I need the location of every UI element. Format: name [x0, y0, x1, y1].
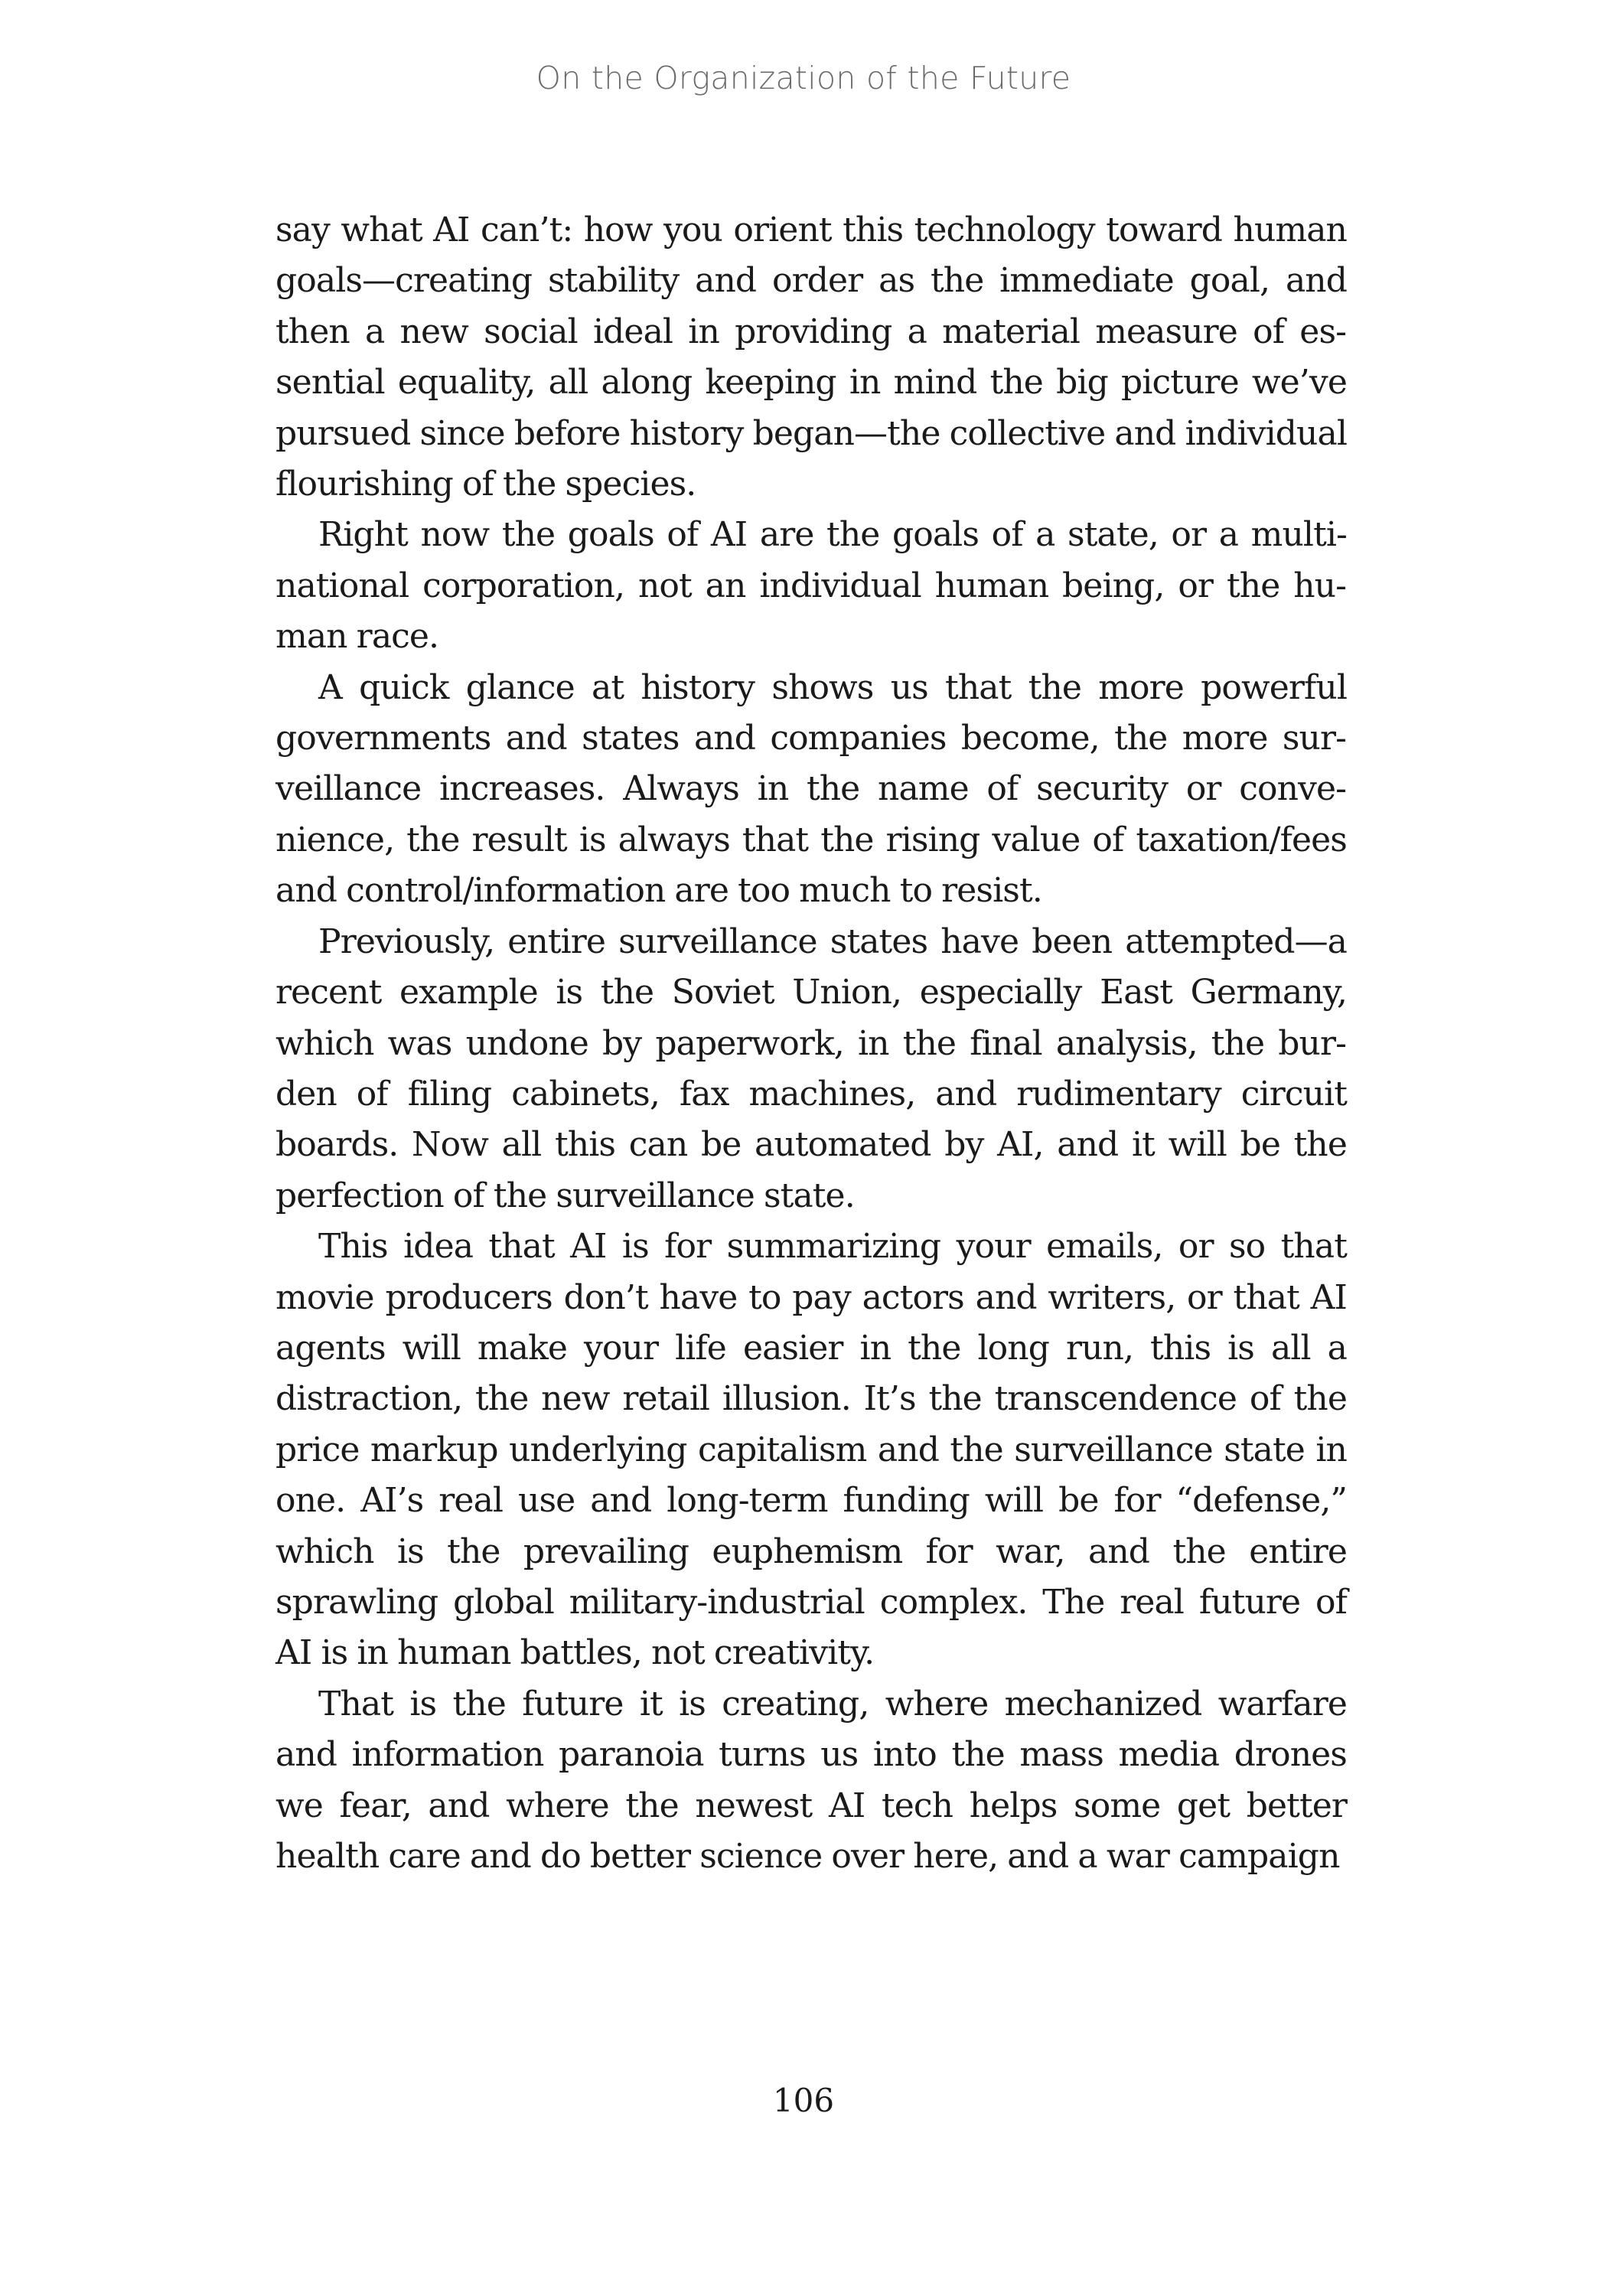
paragraph-4: Previously, entire surveillance states have been attempted—a recent example is the Soviet Union, especially East Germany, which was undone by paperwork, in the final analysis, the burden of filing cabinets, fax machines, and rudimentary circuit boards. Now all this can be automated by AI, and it will be the perfection of the surveillance state.	[275, 921, 1347, 1215]
paragraph-1: say what AI can’t: how you orient this technology toward human goals—creating stability and order as the immediate goal, and then a new social ideal in providing a material measure of essential equality, all along keeping in mind the big picture we’ve pursued since before history began—the collective and individual flourishing of the species.	[275, 210, 1347, 504]
paragraph-3: A quick glance at history shows us that the more powerful governments and states and companies become, the more surveillance increases. Always in the name of security or convenience, the result is always that the rising value of taxation/fees and control/information are too much to resist.	[275, 667, 1347, 911]
paragraph-2: Right now the goals of AI are the goals of a state, or a multi-national corporation, not an individual human being, or the human race.	[275, 515, 1347, 657]
paragraph-5: This idea that AI is for summarizing your emails, or so that movie producers don’t have to pay actors and writers, or that AI agents will make your life easier in the long run, this is all a distraction, the new retail illusion. It’s the transcendence of the price markup underlying capitalism and the surveillance state in one. AI’s real use and long-term funding will be for “defense,” which is the prevailing euphemism for war, and the entire sprawling global military-industrial complex. The real future of AI is in human battles, not creativity.	[275, 1227, 1347, 1673]
running-head: On the Organization of the Future	[536, 60, 1071, 96]
page-number: 106	[772, 2082, 835, 2119]
paragraph-6: That is the future it is creating, where mechanized warfare and information paranoia turns us into the mass media drones we fear, and where the newest AI tech helps some get better health care and do better science over here, and a war campaign	[275, 1684, 1347, 1876]
body-text	[275, 205, 1347, 1882]
